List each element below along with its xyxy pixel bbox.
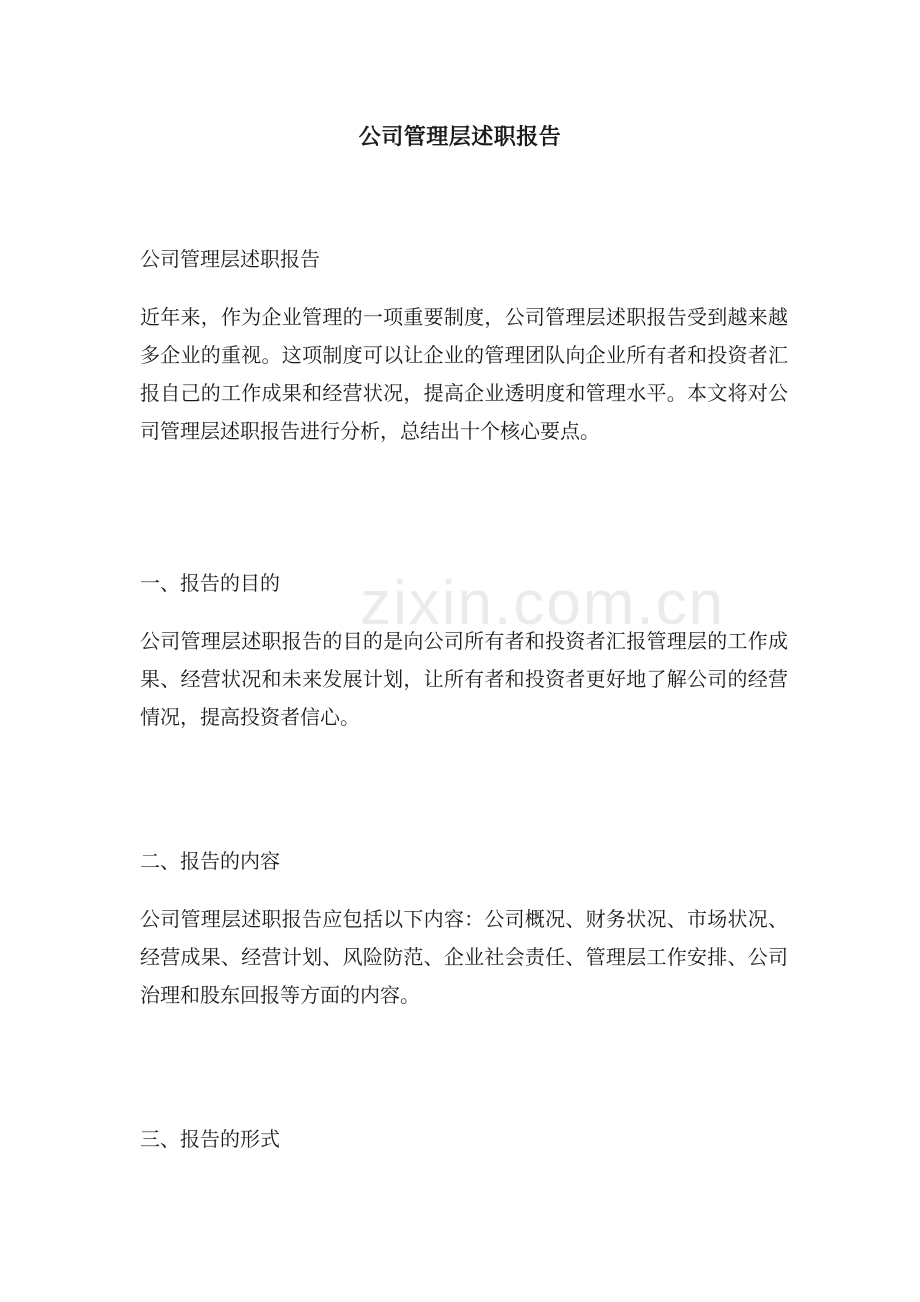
- section-heading-form: 三、报告的形式: [140, 1127, 280, 1151]
- watermark: zixin.com.cn: [360, 569, 726, 638]
- section-heading-content: 二、报告的内容: [140, 849, 280, 873]
- section-body-purpose: 公司管理层述职报告的目的是向公司所有者和投资者汇报管理层的工作成果、经营状况和未来发展计划，让所有者和投资者更好地了解公司的经营情况，提高投资者信心。: [140, 629, 788, 729]
- section-heading-purpose: 一、报告的目的: [140, 571, 280, 595]
- page-title: 公司管理层述职报告: [358, 124, 562, 150]
- section-body-content: 公司管理层述职报告应包括以下内容：公司概况、财务状况、市场状况、经营成果、经营计划、风险防范、企业社会责任、管理层工作安排、公司治理和股东回报等方面的内容。: [140, 907, 788, 1007]
- document-subtitle: 公司管理层述职报告: [140, 247, 320, 271]
- intro-paragraph: 近年来，作为企业管理的一项重要制度，公司管理层述职报告受到越来越多企业的重视。这项制度可以让企业的管理团队向企业所有者和投资者汇报自己的工作成果和经营状况，提高企业透明度和管理水平。本文将对公司管理层述职报告进行分析，总结出十个核心要点。: [140, 305, 788, 443]
